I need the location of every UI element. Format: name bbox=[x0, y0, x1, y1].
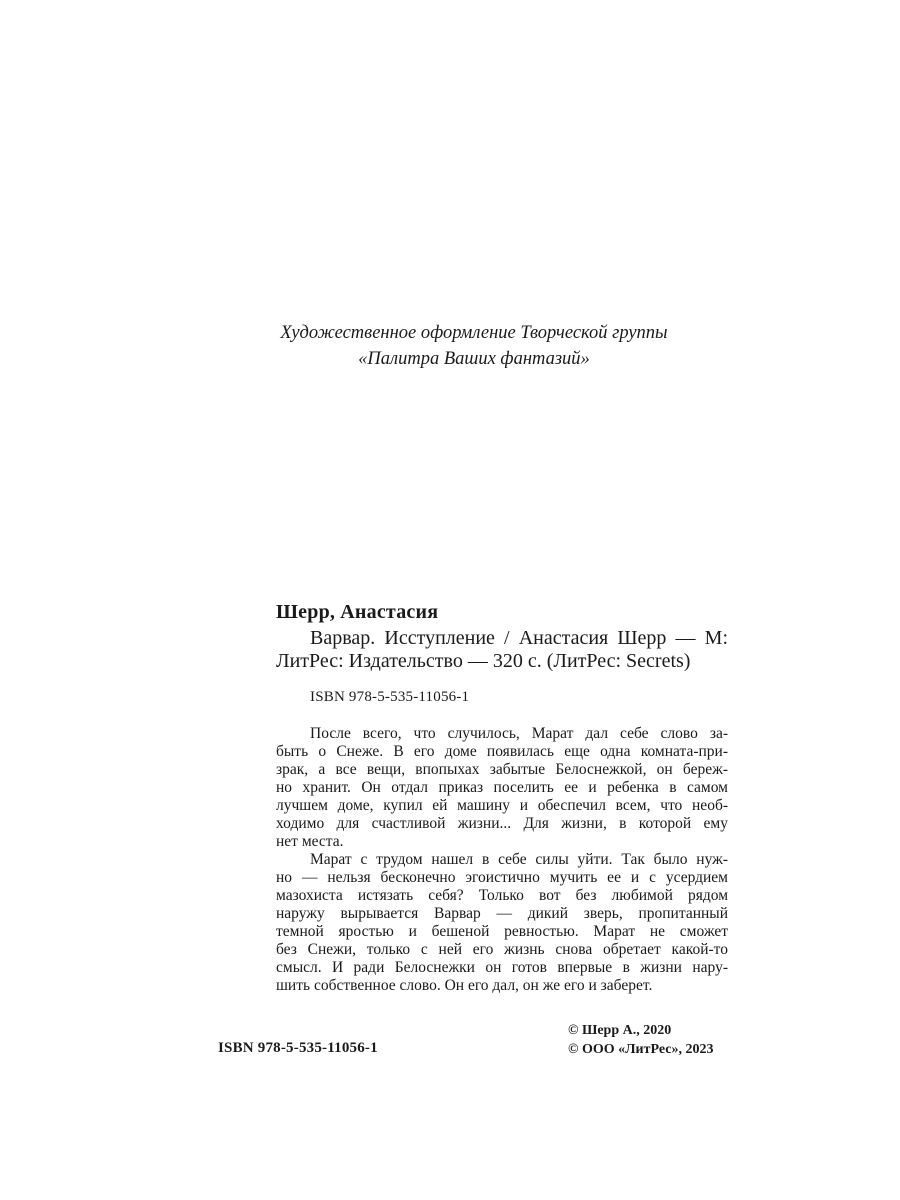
annotation-paragraph-2 bbox=[276, 851, 728, 995]
annotation-paragraph-1 bbox=[276, 725, 728, 851]
annotation-line: мазохиста истязать себя? Только вот без любимой рядом bbox=[276, 887, 728, 904]
annotation-line: быть о Снеже. В его доме появилась еще одна комната-при- bbox=[276, 743, 728, 760]
annotation-line: но хранит. Он отдал приказ поселить ее и ребенка в самом bbox=[276, 779, 728, 796]
bibliographic-record bbox=[276, 600, 728, 995]
annotation-line: без Снежи, только с ней его жизнь снова обретает какой-то bbox=[276, 941, 728, 958]
title-entry bbox=[276, 627, 728, 673]
copyright-publisher: © ООО «ЛитРес», 2023 bbox=[568, 1042, 714, 1057]
annotation-line: зрак, а все вещи, впопыхах забытые Белоснежкой, он береж- bbox=[276, 761, 728, 778]
copyright-author: © Шерр А., 2020 bbox=[568, 1023, 672, 1038]
annotation-line: Марат с трудом нашел в себе силы уйти. Так было нуж- bbox=[310, 851, 728, 868]
annotation-line: темной яростью и бешеной ревностью. Марат не сможет bbox=[276, 923, 728, 940]
annotation-line: но — нельзя бесконечно эгоистично мучить ее и с усердием bbox=[276, 869, 728, 886]
isbn-record: ISBN 978-5-535-11056-1 bbox=[310, 689, 470, 705]
annotation bbox=[276, 725, 728, 995]
annotation-line: смысл. И ради Белоснежки он готов впервые в жизни нару- bbox=[276, 959, 728, 976]
title-line-1: Варвар. Исступление / Анастасия Шерр — М: bbox=[310, 627, 728, 649]
annotation-line: нет места. bbox=[276, 833, 344, 850]
annotation-line: наружу вырывается Варвар — дикий зверь, пропитанный bbox=[276, 905, 728, 922]
annotation-line: лучшем доме, купил ей машину и обеспечил всем, что необ- bbox=[276, 797, 728, 814]
credits-line-1: Художественное оформление Творческой группы bbox=[280, 323, 668, 343]
title-line-2: ЛитРес: Издательство — 320 с. (ЛитРес: Secrets) bbox=[276, 650, 691, 672]
annotation-line: шить собственное слово. Он его дал, он же его и заберет. bbox=[276, 977, 653, 994]
author-heading: Шерр, Анастасия bbox=[276, 601, 439, 623]
annotation-line: ходимо для счастливой жизни... Для жизни, в которой ему bbox=[276, 815, 728, 832]
isbn-footer: ISBN 978-5-535-11056-1 bbox=[218, 1040, 378, 1056]
credits-line-2: «Палитра Ваших фантазий» bbox=[358, 349, 590, 369]
copyright-block bbox=[568, 1021, 713, 1059]
annotation-line: После всего, что случилось, Марат дал себе слово за- bbox=[310, 725, 728, 742]
design-credits bbox=[0, 320, 900, 372]
